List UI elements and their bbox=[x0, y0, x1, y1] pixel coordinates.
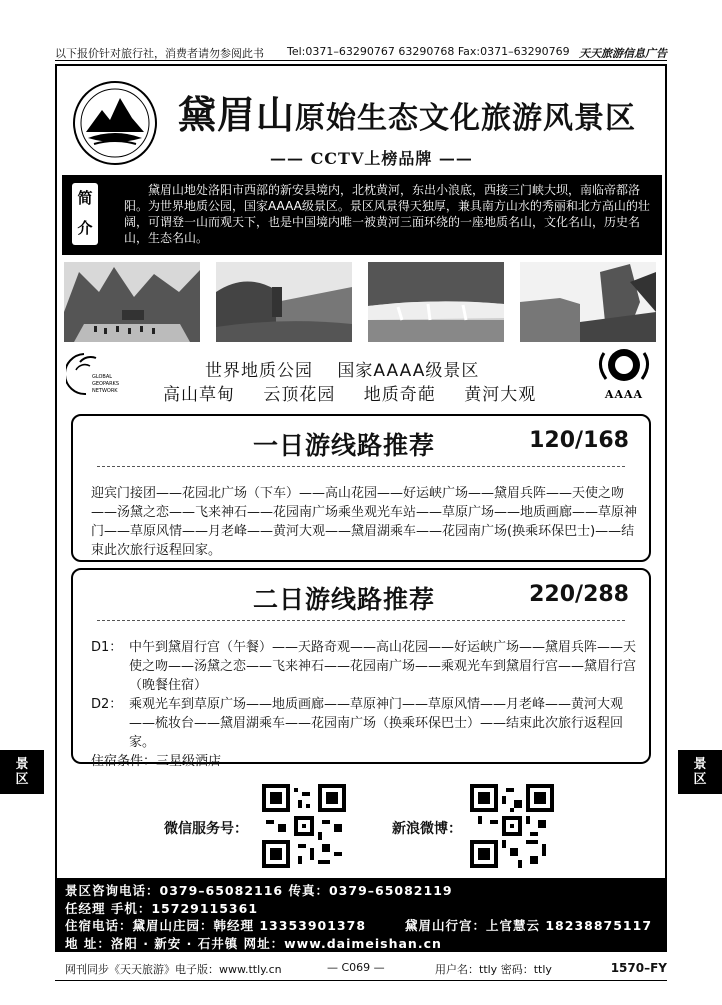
day-1-text: 中午到黛眉行宫（午餐）——天路奇观——高山花园——好运峡广场——黛眉兵阵——天使之吻——汤黛之恋——飞来神石——花园南广场——乘观光车到黛眉行宫——黛眉行宫（晚餐住宿） bbox=[129, 640, 637, 693]
aaaa-text: AAAA bbox=[604, 388, 644, 401]
two-day-route-box bbox=[71, 568, 651, 769]
geo-text-3: NETWORK bbox=[92, 388, 118, 394]
brand-text: 天天旅游信息广告 bbox=[579, 47, 667, 60]
footer-bar bbox=[55, 958, 667, 981]
tags-row-1: 世界地质公园 国家AAAA级景区 bbox=[205, 361, 480, 381]
page-title bbox=[178, 84, 658, 139]
footer-credentials: 用户名：ttly 密码：ttly bbox=[435, 963, 552, 976]
two-day-route-body bbox=[91, 638, 639, 771]
footer-sync-text: 网刊同步《天天旅游》电子版：www.ttly.cn bbox=[65, 963, 282, 976]
geopark-network-logo-icon bbox=[66, 350, 140, 398]
weibo-label: 新浪微博： bbox=[392, 821, 462, 837]
day-2-row bbox=[91, 695, 639, 752]
photo-strip bbox=[64, 262, 658, 344]
contact-lodging-row bbox=[65, 917, 667, 935]
one-day-route-price: 120/168 bbox=[529, 428, 629, 453]
intro-panel bbox=[62, 175, 662, 255]
photo-waterfall-lake bbox=[368, 262, 504, 342]
two-day-route-price: 220/288 bbox=[529, 582, 629, 607]
geo-text-1: GLOBAL bbox=[92, 374, 113, 380]
tags-row-2: 高山草甸 云顶花园 地质奇葩 黄河大观 bbox=[163, 385, 537, 405]
two-day-route-heading: 二日游线路推荐 bbox=[253, 585, 436, 614]
contact-phone-row: 景区咨询电话：0379–65082116 传真：0379–65082119 bbox=[65, 883, 453, 898]
one-day-route-heading: 一日游线路推荐 bbox=[253, 431, 436, 460]
lodging-text: 住宿条件：三星级酒店 bbox=[91, 754, 222, 769]
badge-char-1: 简 bbox=[77, 189, 93, 207]
notice-text: 以下报价针对旅行社，消费者请勿参阅此书 bbox=[55, 47, 264, 60]
title-rest: 原始生态文化旅游风景区 bbox=[295, 101, 637, 136]
top-notice-bar bbox=[55, 42, 667, 61]
day-2-text: 乘观光车到草原广场——地质画廊——草原神门——草原风情——月老峰——黄河大观——梳妆台——黛眉湖乘车——花园南广场（换乘环保巴士）——结束此次旅行返程回家。 bbox=[129, 697, 624, 750]
one-day-route-box bbox=[71, 414, 651, 562]
photo-stone-pillar bbox=[216, 262, 352, 342]
side-tab-left: 景 区 bbox=[0, 750, 44, 794]
day-1-row bbox=[91, 638, 639, 695]
one-day-route-body: 迎宾门接团——花园北广场（下车）——高山花园——好运峡广场——黛眉兵阵——天使之吻——汤黛之恋——飞来神石——花园南广场乘坐观光车站——草原广场——地质画廊——草原神门——草原风情——月老峰——黄河大观——黛眉湖乘车——花园南广场(换乘环保巴士)——结束此次旅行返程回家。 bbox=[91, 486, 638, 558]
divider bbox=[97, 466, 625, 467]
intro-badge bbox=[72, 183, 98, 245]
weibo-qr-code-icon[interactable] bbox=[470, 784, 554, 868]
aaaa-rating-logo-icon bbox=[594, 345, 654, 403]
contact-manager-row: 任经理 手机：15729115361 bbox=[65, 900, 259, 916]
day-2-label: D2： bbox=[91, 697, 123, 712]
lodging-phone-1: 住宿电话：黛眉山庄园：韩经理 13353901378 bbox=[65, 918, 367, 933]
lodging-phone-2: 黛眉山行宫：上官慧云 18238875117 bbox=[405, 918, 653, 933]
contact-address-row: 地 址：洛阳 · 新安 · 石井镇 网址：www.daimeishan.cn bbox=[65, 935, 442, 951]
intro-line-1: 黛眉山地处洛阳市西部的新安县境内，北枕黄河，东出小浪底，西接三门峡大坝，南临帝都洛阳。为世界地质公园，国家AAAA级景区。景区风景得天独厚，兼具南方山 bbox=[124, 183, 641, 213]
divider bbox=[97, 620, 625, 621]
badge-char-2: 介 bbox=[77, 219, 93, 237]
contact-panel bbox=[55, 878, 667, 952]
intro-line-2: 水的秀丽和北方高山的壮阔，可谓登一山而观天下，也是中国境内唯一被黄河三面环绕的一座地质名山，文化名山，历史名山，生态名山。 bbox=[124, 199, 650, 245]
wechat-label: 微信服务号： bbox=[164, 821, 248, 837]
scenic-logo-icon bbox=[72, 80, 158, 166]
geo-text-2: GEOPARKS bbox=[92, 381, 120, 387]
footer-page-number: — C069 — bbox=[327, 961, 385, 974]
side-tab-right: 景 区 bbox=[678, 750, 722, 794]
photo-cliff-rock bbox=[520, 262, 656, 342]
day-1-label: D1： bbox=[91, 640, 123, 655]
title-main: 黛眉山 bbox=[178, 92, 296, 137]
tel-fax-text: Tel:0371–63290767 63290768 Fax:0371–63290769 bbox=[287, 45, 570, 58]
subtitle: —— CCTV上榜品牌 —— bbox=[270, 149, 473, 168]
wechat-qr-code-icon[interactable] bbox=[262, 784, 346, 868]
photo-mountain-square bbox=[64, 262, 200, 342]
footer-code: 1570–FY bbox=[610, 961, 667, 975]
intro-text bbox=[124, 182, 656, 246]
